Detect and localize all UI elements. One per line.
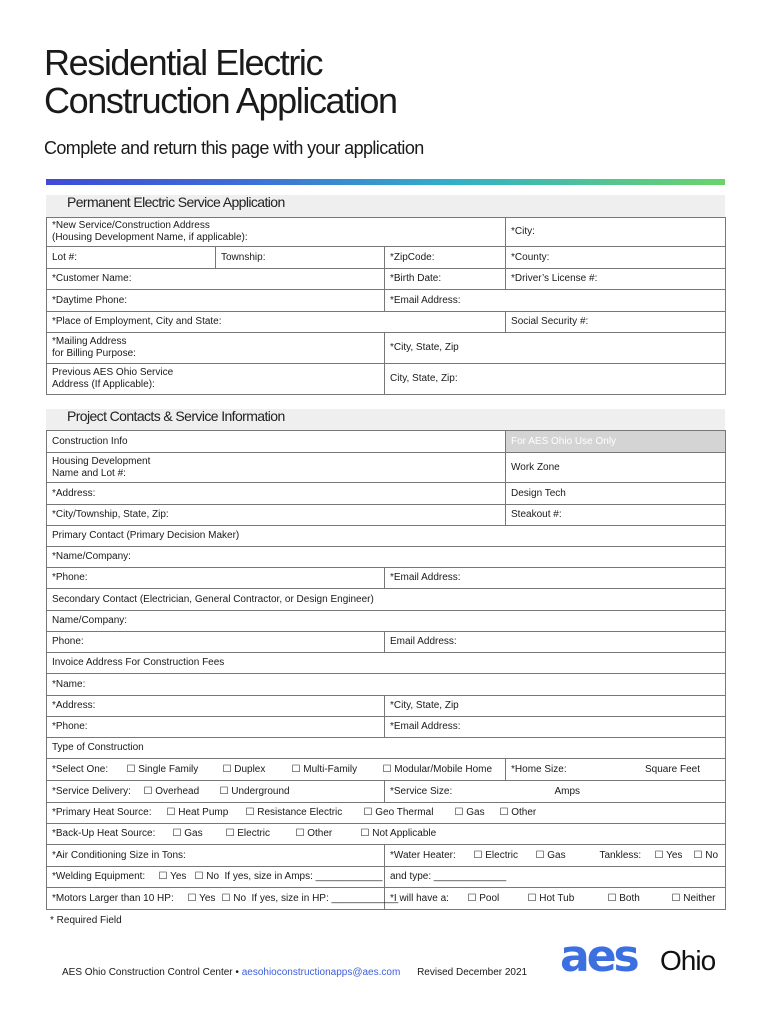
welding-label: *Welding Equipment: — [52, 871, 146, 882]
field-label: Name and Lot #: — [52, 467, 126, 479]
township-field[interactable]: Township: — [216, 247, 385, 269]
backup-gas-checkbox[interactable]: ☐ Gas — [172, 828, 203, 839]
zipcode-field[interactable]: *ZipCode: — [385, 247, 506, 269]
section-header-permanent — [46, 195, 725, 217]
field-label: for Billing Purpose: — [52, 348, 136, 359]
water-heater-row — [385, 845, 726, 867]
duplex-checkbox[interactable]: ☐ Duplex — [222, 763, 266, 775]
secondary-name-company-field[interactable]: Name/Company: — [47, 611, 726, 632]
resistance-electric-checkbox[interactable]: ☐ Resistance Electric — [245, 807, 343, 818]
invoice-email-field[interactable]: *Email Address: — [385, 717, 726, 738]
primary-contact-heading: Primary Contact (Primary Decision Maker) — [47, 526, 726, 547]
i-will-have-label: *I will have a: — [390, 892, 449, 904]
lot-field[interactable]: Lot #: — [47, 247, 216, 269]
type-of-construction-heading: Type of Construction — [47, 738, 726, 759]
permanent-service-table — [46, 217, 726, 395]
backup-heat-row — [47, 824, 726, 845]
select-one-label: *Select One: — [52, 763, 109, 775]
service-delivery-label: *Service Delivery: — [52, 785, 131, 797]
required-field-note: * Required Field — [50, 915, 122, 926]
home-size-field[interactable] — [506, 759, 726, 781]
section-title: Permanent Electric Service Application — [67, 194, 285, 210]
field-label: *New Service/Construction Address — [52, 220, 210, 231]
modular-mobile-checkbox[interactable]: ☐ Modular/Mobile Home — [382, 763, 493, 775]
primary-phone-field[interactable]: *Phone: — [47, 568, 385, 589]
service-size-field[interactable] — [385, 781, 726, 803]
customer-name-field[interactable]: *Customer Name: — [47, 269, 385, 290]
service-delivery-row — [47, 781, 385, 803]
neither-checkbox[interactable]: ☐ Neither — [671, 892, 716, 904]
both-checkbox[interactable]: ☐ Both — [607, 892, 640, 904]
backup-heat-label: *Back-Up Heat Source: — [52, 828, 156, 839]
field-label: Previous AES Ohio Service — [52, 367, 174, 378]
invoice-name-field[interactable]: *Name: — [47, 674, 726, 696]
geo-thermal-checkbox[interactable]: ☐ Geo Thermal — [363, 807, 434, 818]
section-header-project-contacts — [46, 409, 725, 430]
ohio-logo-text: Ohio — [660, 945, 716, 976]
wh-electric-checkbox[interactable]: ☐ Electric — [473, 849, 519, 861]
welding-type-field[interactable]: and type: _____________ — [385, 867, 726, 888]
home-size-label: *Home Size: — [511, 763, 567, 775]
work-zone-field[interactable]: Work Zone — [506, 453, 726, 483]
amps-label: Amps — [554, 785, 581, 797]
motors-no-checkbox[interactable]: ☐ No — [221, 892, 247, 904]
footer — [62, 967, 527, 978]
invoice-address-field[interactable]: *Address: — [47, 696, 385, 717]
housing-development-field[interactable] — [47, 453, 506, 483]
previous-city-state-zip-field[interactable]: City, State, Zip: — [385, 364, 726, 395]
wh-gas-checkbox[interactable]: ☐ Gas — [535, 849, 566, 861]
multi-family-checkbox[interactable]: ☐ Multi-Family — [291, 763, 358, 775]
welding-no-checkbox[interactable]: ☐ No — [194, 871, 220, 882]
gas-checkbox[interactable]: ☐ Gas — [454, 807, 485, 818]
hot-tub-checkbox[interactable]: ☐ Hot Tub — [527, 892, 575, 904]
design-tech-field[interactable]: Design Tech — [506, 483, 726, 505]
field-label: Housing Development — [52, 455, 151, 467]
other-checkbox[interactable]: ☐ Other — [499, 807, 537, 818]
field-label: Address (If Applicable): — [52, 379, 155, 390]
water-heater-label: *Water Heater: — [390, 849, 456, 861]
ac-size-field[interactable]: *Air Conditioning Size in Tons: — [47, 845, 385, 867]
motors-label: *Motors Larger than 10 HP: — [52, 892, 174, 904]
daytime-phone-field[interactable]: *Daytime Phone: — [47, 290, 385, 312]
backup-electric-checkbox[interactable]: ☐ Electric — [225, 828, 271, 839]
title-line-1: Residential Electric — [44, 42, 323, 83]
drivers-license-field[interactable]: *Driver’s License #: — [506, 269, 726, 290]
primary-heat-label: *Primary Heat Source: — [52, 807, 152, 818]
footer-revised-label: Revised December 2021 — [417, 967, 528, 978]
city-field[interactable]: *City: — [506, 218, 726, 247]
birth-date-field[interactable]: *Birth Date: — [385, 269, 506, 290]
email-field[interactable]: *Email Address: — [385, 290, 726, 312]
secondary-email-field[interactable]: Email Address: — [385, 632, 726, 653]
county-field[interactable]: *County: — [506, 247, 726, 269]
aes-ohio-logo — [560, 931, 730, 985]
secondary-contact-heading: Secondary Contact (Electrician, General Contractor, or Design Engineer) — [47, 589, 726, 611]
primary-email-field[interactable]: *Email Address: — [385, 568, 726, 589]
primary-heat-row — [47, 803, 726, 824]
page-subtitle: Complete and return this page with your application — [44, 138, 424, 158]
overhead-checkbox[interactable]: ☐ Overhead — [143, 785, 200, 797]
motors-yes-checkbox[interactable]: ☐ Yes — [187, 892, 216, 904]
mailing-city-state-zip-field[interactable]: *City, State, Zip — [385, 333, 726, 364]
tankless-label: Tankless: — [599, 849, 642, 861]
city-township-field[interactable]: *City/Township, State, Zip: — [47, 505, 506, 526]
aes-logo-mark: aes — [560, 931, 637, 982]
pool-checkbox[interactable]: ☐ Pool — [467, 892, 500, 904]
employment-field[interactable]: *Place of Employment, City and State: — [47, 312, 506, 333]
title-line-2: Construction Application — [44, 80, 397, 121]
construction-info-heading: Construction Info — [47, 431, 506, 453]
primary-name-company-field[interactable]: *Name/Company: — [47, 547, 726, 568]
welding-amps-field[interactable]: If yes, size in Amps: ____________ — [224, 871, 383, 882]
field-label: (Housing Development Name, if applicable): — [52, 232, 248, 243]
service-size-label: *Service Size: — [390, 785, 453, 797]
footer-center-label: AES Ohio Construction Control Center • — [62, 967, 239, 978]
underground-checkbox[interactable]: ☐ Underground — [219, 785, 290, 797]
page-title — [44, 44, 397, 120]
select-one-row — [47, 759, 506, 781]
invoice-city-state-zip-field[interactable]: *City, State, Zip — [385, 696, 726, 717]
previous-address-field[interactable] — [47, 364, 385, 395]
tankless-no-checkbox[interactable]: ☐ No — [693, 849, 719, 861]
not-applicable-checkbox[interactable]: ☐ Not Applicable — [360, 828, 437, 839]
project-contacts-table — [46, 430, 726, 910]
heat-pump-checkbox[interactable]: ☐ Heat Pump — [166, 807, 229, 818]
gradient-divider — [46, 179, 725, 185]
construction-address-field[interactable]: *Address: — [47, 483, 506, 505]
footer-email-link[interactable]: aesohioconstructionapps@aes.com — [241, 967, 401, 978]
single-family-checkbox[interactable]: ☐ Single Family — [126, 763, 199, 775]
office-use-label: For AES Ohio Use Only — [506, 431, 726, 453]
mailing-address-field[interactable] — [47, 333, 385, 364]
welding-yes-checkbox[interactable]: ☐ Yes — [158, 871, 187, 882]
field-label: *Mailing Address — [52, 336, 127, 347]
steakout-field[interactable]: Steakout #: — [506, 505, 726, 526]
section-title: Project Contacts & Service Information — [67, 408, 285, 424]
invoice-phone-field[interactable]: *Phone: — [47, 717, 385, 738]
ssn-field[interactable]: Social Security #: — [506, 312, 726, 333]
motors-hp-field[interactable]: If yes, size in HP: ____________ — [251, 892, 399, 904]
tankless-yes-checkbox[interactable]: ☐ Yes — [654, 849, 683, 861]
secondary-phone-field[interactable]: Phone: — [47, 632, 385, 653]
motors-row — [47, 888, 399, 910]
welding-row — [47, 867, 385, 888]
i-will-have-row — [385, 888, 726, 910]
backup-other-checkbox[interactable]: ☐ Other — [295, 828, 333, 839]
invoice-heading: Invoice Address For Construction Fees — [47, 653, 726, 674]
square-feet-label: Square Feet — [644, 763, 701, 775]
new-service-address-field[interactable] — [47, 218, 506, 247]
